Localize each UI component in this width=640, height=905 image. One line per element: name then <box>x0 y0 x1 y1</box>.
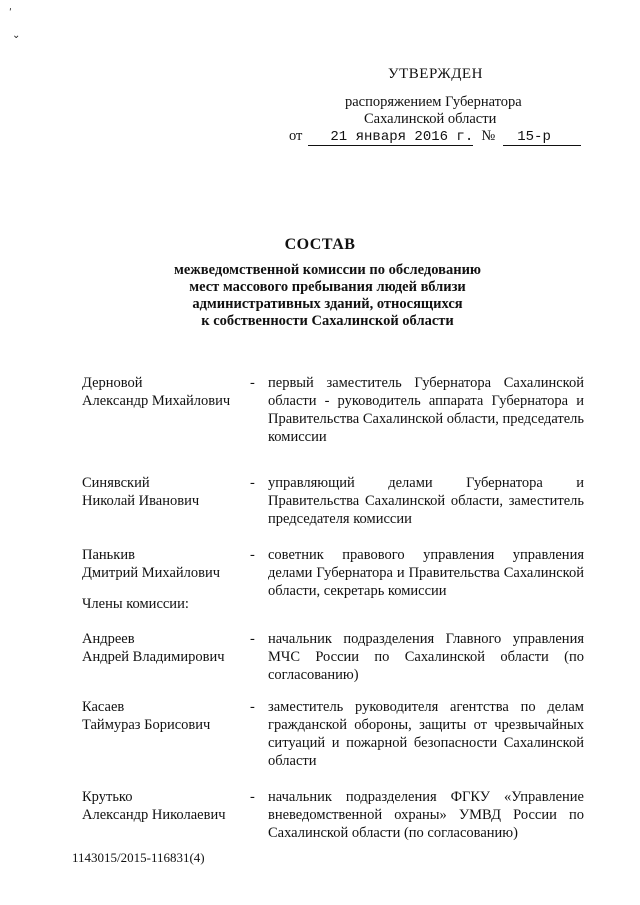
member-name <box>82 630 252 666</box>
member-role: начальник подразделения ФГКУ «Управление вневедомственной охраны» УМВД России по Сахалинской области (по согласованию) <box>268 789 584 841</box>
document-subtitle <box>0 262 640 330</box>
scan-artifact-mark: ⌄ <box>12 30 21 41</box>
entry-dash: - <box>250 375 255 391</box>
subtitle-line: административных зданий, относящихся <box>192 296 463 312</box>
member-entry <box>82 698 592 770</box>
member-name <box>82 374 252 410</box>
member-given-name: Николай Иванович <box>82 493 200 509</box>
order-number: 15-р <box>503 129 581 146</box>
entry-dash: - <box>250 789 255 805</box>
member-given-name: Александр Михайлович <box>82 393 231 409</box>
document-code: 1143015/2015-116831(4) <box>72 850 205 865</box>
scan-artifact-mark: ʹ <box>9 8 12 19</box>
member-name <box>82 546 252 582</box>
member-name <box>82 474 252 510</box>
number-label: № <box>481 128 496 144</box>
approval-heading: УТВЕРЖДЕН <box>388 66 483 82</box>
member-surname: Касаев <box>82 699 125 715</box>
member-role: заместитель руководителя агентства по делам гражданской обороны, защиты от чрезвычайных ситуаций и пожарной безопасности Сахалинской области <box>268 699 584 769</box>
document-title: СОСТАВ <box>284 236 356 253</box>
entry-dash: - <box>250 699 255 715</box>
member-surname: Дерновой <box>82 375 143 391</box>
subtitle-line: к собственности Сахалинской области <box>201 313 454 329</box>
order-reference-line1: распоряжением Губернатора <box>345 94 522 110</box>
from-label: от <box>289 128 303 144</box>
member-name <box>82 788 252 824</box>
entry-dash: - <box>250 547 255 563</box>
member-entry <box>82 788 592 842</box>
member-surname: Андреев <box>82 631 135 647</box>
member-role: первый заместитель Губернатора Сахалинской области - руководитель аппарата Губернатора и Правительства Сахалинской области, председатель комиссии <box>268 375 585 445</box>
member-role: управляющий делами Губернатора и Правительства Сахалинской области, заместитель председателя комиссии <box>268 475 584 527</box>
member-surname: Синявский <box>82 475 150 491</box>
member-given-name: Андрей Владимирович <box>82 649 225 665</box>
entry-dash: - <box>250 475 255 491</box>
order-date: 21 января 2016 г. <box>308 129 473 146</box>
subtitle-line: межведомственной комиссии по обследованию <box>173 262 482 278</box>
leadership-list <box>82 374 592 600</box>
member-surname: Крутько <box>82 789 133 805</box>
members-list <box>82 630 592 842</box>
member-entry <box>82 546 592 600</box>
entry-dash: - <box>250 631 255 647</box>
member-given-name: Дмитрий Михайлович <box>82 565 221 581</box>
member-name <box>82 698 252 734</box>
member-surname: Панькив <box>82 547 135 563</box>
member-role: советник правового управления управления делами Губернатора и Правительства Сахалинской области, секретарь комиссии <box>268 547 584 599</box>
order-date-number <box>289 128 581 146</box>
member-given-name: Таймураз Борисович <box>82 717 211 733</box>
order-reference-line2: Сахалинской области <box>364 111 497 127</box>
member-entry <box>82 374 592 446</box>
member-role: начальник подразделения Главного управления МЧС России по Сахалинской области (по согласованию) <box>268 631 584 683</box>
members-section-label: Члены комиссии: <box>82 596 189 612</box>
subtitle-line: мест массового пребывания людей вблизи <box>189 279 466 295</box>
member-entry <box>82 630 592 684</box>
member-entry <box>82 474 592 528</box>
member-given-name: Александр Николаевич <box>82 807 226 823</box>
